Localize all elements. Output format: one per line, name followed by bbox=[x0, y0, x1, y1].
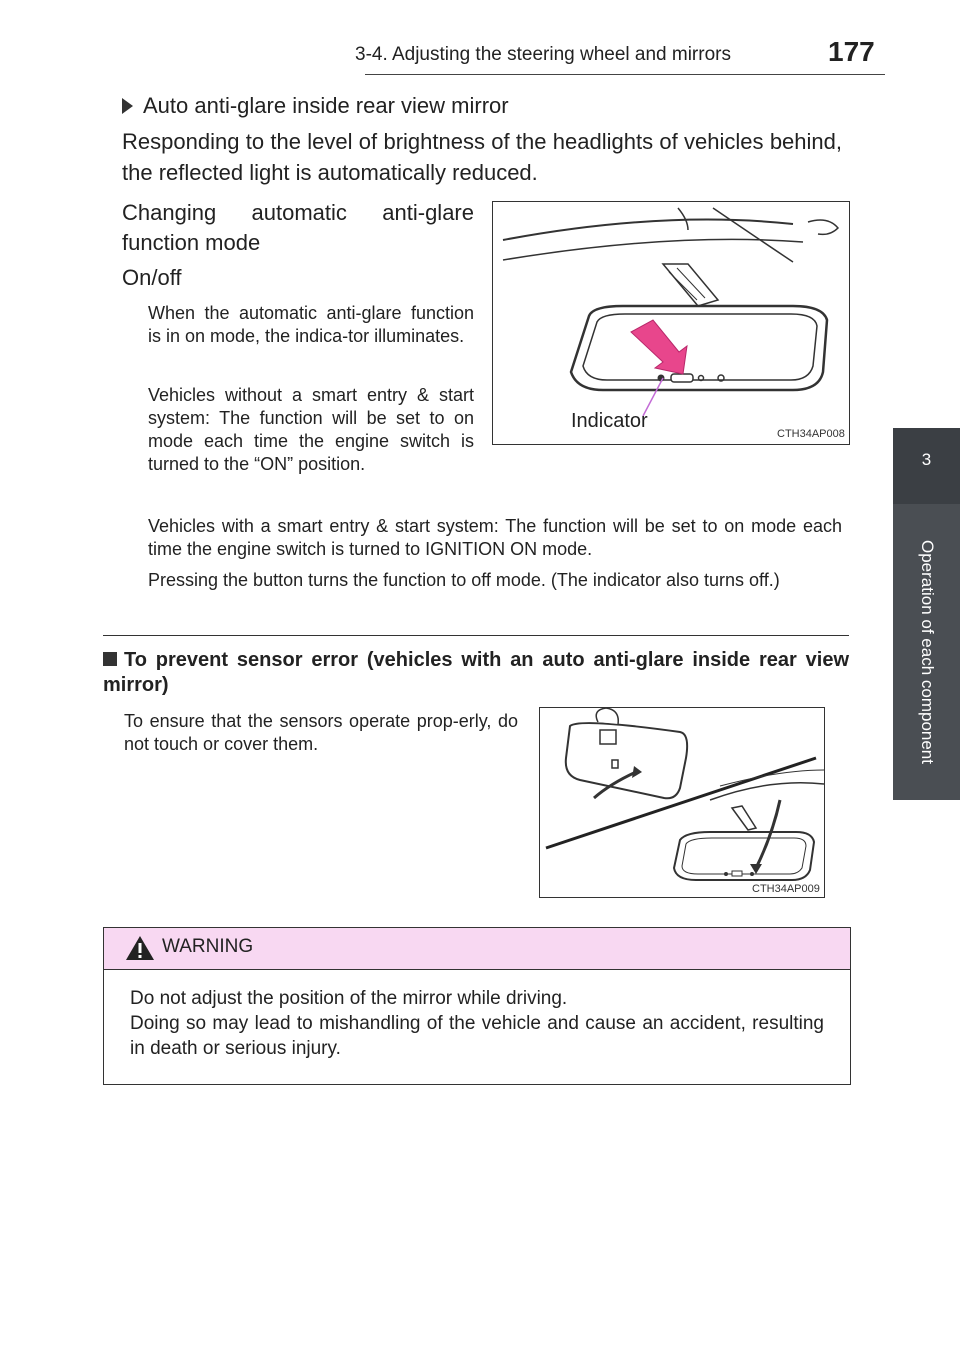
onoff-label: On/off bbox=[122, 265, 182, 290]
indicator-paragraph: When the automatic anti-glare function is in on mode, the indica-tor illuminates. bbox=[148, 303, 474, 346]
warning-line-1: Do not adjust the position of the mirror while driving. bbox=[130, 988, 568, 1009]
mirror-illustration bbox=[493, 202, 849, 444]
section-divider bbox=[103, 635, 849, 636]
sensor-figure bbox=[539, 707, 825, 898]
figure-code: CTH34AP008 bbox=[777, 428, 845, 440]
warning-box bbox=[103, 927, 851, 1085]
without-smart-entry-paragraph: Vehicles without a smart entry & start system: The function will be set to on mode each time the engine switch is turned to the “ON” position. bbox=[148, 385, 474, 474]
page-number: 177 bbox=[828, 36, 875, 67]
chapter-title-vertical bbox=[893, 504, 960, 800]
indicator-callout: Indicator bbox=[571, 410, 648, 432]
warning-title: WARNING bbox=[162, 936, 254, 957]
warning-triangle-icon bbox=[124, 934, 156, 962]
warning-body bbox=[130, 986, 824, 1061]
triangle-bullet-icon bbox=[122, 98, 133, 114]
warning-line-2: Doing so may lead to mishandling of the vehicle and cause an accident, resulting in death or serious injury. bbox=[130, 1013, 824, 1059]
with-smart-entry-paragraph: Vehicles with a smart entry & start system: The function will be set to on mode each time the engine switch is turned to IGNITION ON mode. bbox=[148, 516, 842, 559]
sensor-figure-code: CTH34AP009 bbox=[752, 883, 820, 895]
chapter-number: 3 bbox=[921, 450, 932, 469]
sensor-paragraph: To ensure that the sensors operate prop-erly, do not touch or cover them. bbox=[124, 711, 518, 754]
square-bullet-icon bbox=[103, 652, 117, 666]
mirror-indicator-figure bbox=[492, 201, 850, 445]
mode-label-line2: function mode bbox=[122, 230, 261, 255]
mode-label-line1: Changing automatic anti-glare bbox=[122, 200, 474, 225]
running-header: 3-4. Adjusting the steering wheel and mirrors bbox=[355, 44, 731, 65]
sensor-illustration bbox=[540, 708, 824, 897]
chapter-title: Operation of each component bbox=[917, 540, 937, 764]
sensor-heading: To prevent sensor error (vehicles with an auto anti-glare inside rear view mirror) bbox=[103, 649, 849, 696]
off-mode-paragraph: Pressing the button turns the function to off mode. (The indicator also turns off.) bbox=[148, 570, 780, 590]
section-heading: Auto anti-glare inside rear view mirror bbox=[122, 91, 842, 121]
intro-paragraph: Responding to the level of brightness of the headlights of vehicles behind, the reflected light is automatically reduced. bbox=[122, 129, 842, 185]
warning-header bbox=[104, 928, 850, 970]
header-rule bbox=[365, 74, 885, 75]
